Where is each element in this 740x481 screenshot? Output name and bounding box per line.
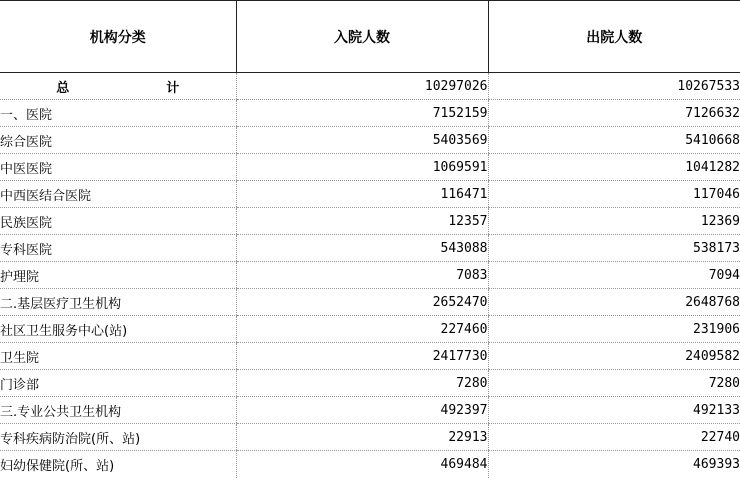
table-row — [0, 262, 740, 289]
admissions-cell: 116471 — [236, 181, 488, 208]
table-row-total — [0, 73, 740, 100]
table-row — [0, 424, 740, 451]
discharges-cell: 10267533 — [488, 73, 740, 100]
discharges-cell: 12369 — [488, 208, 740, 235]
admissions-cell: 492397 — [236, 397, 488, 424]
discharges-cell: 22740 — [488, 424, 740, 451]
discharges-cell: 7094 — [488, 262, 740, 289]
table-row — [0, 451, 740, 478]
discharges-cell: 231906 — [488, 316, 740, 343]
discharges-cell: 117046 — [488, 181, 740, 208]
admissions-cell: 12357 — [236, 208, 488, 235]
admissions-column-header: 入院人数 — [236, 1, 488, 73]
table-row — [0, 370, 740, 397]
row-label: 中医医院 — [0, 154, 236, 181]
admissions-cell: 22913 — [236, 424, 488, 451]
table-row-section — [0, 397, 740, 424]
row-label: 专科疾病防治院(所、站) — [0, 424, 236, 451]
row-label: 门诊部 — [0, 370, 236, 397]
admissions-cell: 7280 — [236, 370, 488, 397]
discharges-cell: 7280 — [488, 370, 740, 397]
admissions-cell: 7152159 — [236, 100, 488, 127]
table-row — [0, 208, 740, 235]
admissions-cell: 2652470 — [236, 289, 488, 316]
admissions-cell: 227460 — [236, 316, 488, 343]
row-label: 社区卫生服务中心(站) — [0, 316, 236, 343]
row-label: 三.专业公共卫生机构 — [0, 397, 236, 424]
discharges-column-header: 出院人数 — [488, 1, 740, 73]
table-body — [0, 73, 740, 478]
table-row — [0, 154, 740, 181]
admissions-cell: 2417730 — [236, 343, 488, 370]
row-label: 专科医院 — [0, 235, 236, 262]
table-row — [0, 127, 740, 154]
row-label: 民族医院 — [0, 208, 236, 235]
discharges-cell: 7126632 — [488, 100, 740, 127]
table-row — [0, 343, 740, 370]
header-row — [0, 1, 740, 73]
row-label: 中西医结合医院 — [0, 181, 236, 208]
row-label: 总 计 — [0, 73, 236, 100]
admissions-cell: 469484 — [236, 451, 488, 478]
table-header — [0, 1, 740, 73]
discharges-cell: 2409582 — [488, 343, 740, 370]
discharges-cell: 2648768 — [488, 289, 740, 316]
row-label: 护理院 — [0, 262, 236, 289]
discharges-cell: 1041282 — [488, 154, 740, 181]
admissions-cell: 5403569 — [236, 127, 488, 154]
discharges-cell: 538173 — [488, 235, 740, 262]
row-label: 一、医院 — [0, 100, 236, 127]
discharges-cell: 469393 — [488, 451, 740, 478]
admissions-cell: 10297026 — [236, 73, 488, 100]
table-row — [0, 181, 740, 208]
row-label: 卫生院 — [0, 343, 236, 370]
row-label: 综合医院 — [0, 127, 236, 154]
table-row — [0, 316, 740, 343]
row-label: 妇幼保健院(所、站) — [0, 458, 115, 474]
row-label: 二.基层医疗卫生机构 — [0, 289, 236, 316]
table-row — [0, 235, 740, 262]
table-row-section — [0, 100, 740, 127]
table-row-section — [0, 289, 740, 316]
admissions-cell: 7083 — [236, 262, 488, 289]
discharges-cell: 492133 — [488, 397, 740, 424]
category-column-header: 机构分类 — [0, 1, 236, 73]
admissions-cell: 1069591 — [236, 154, 488, 181]
admissions-cell: 543088 — [236, 235, 488, 262]
discharges-cell: 5410668 — [488, 127, 740, 154]
